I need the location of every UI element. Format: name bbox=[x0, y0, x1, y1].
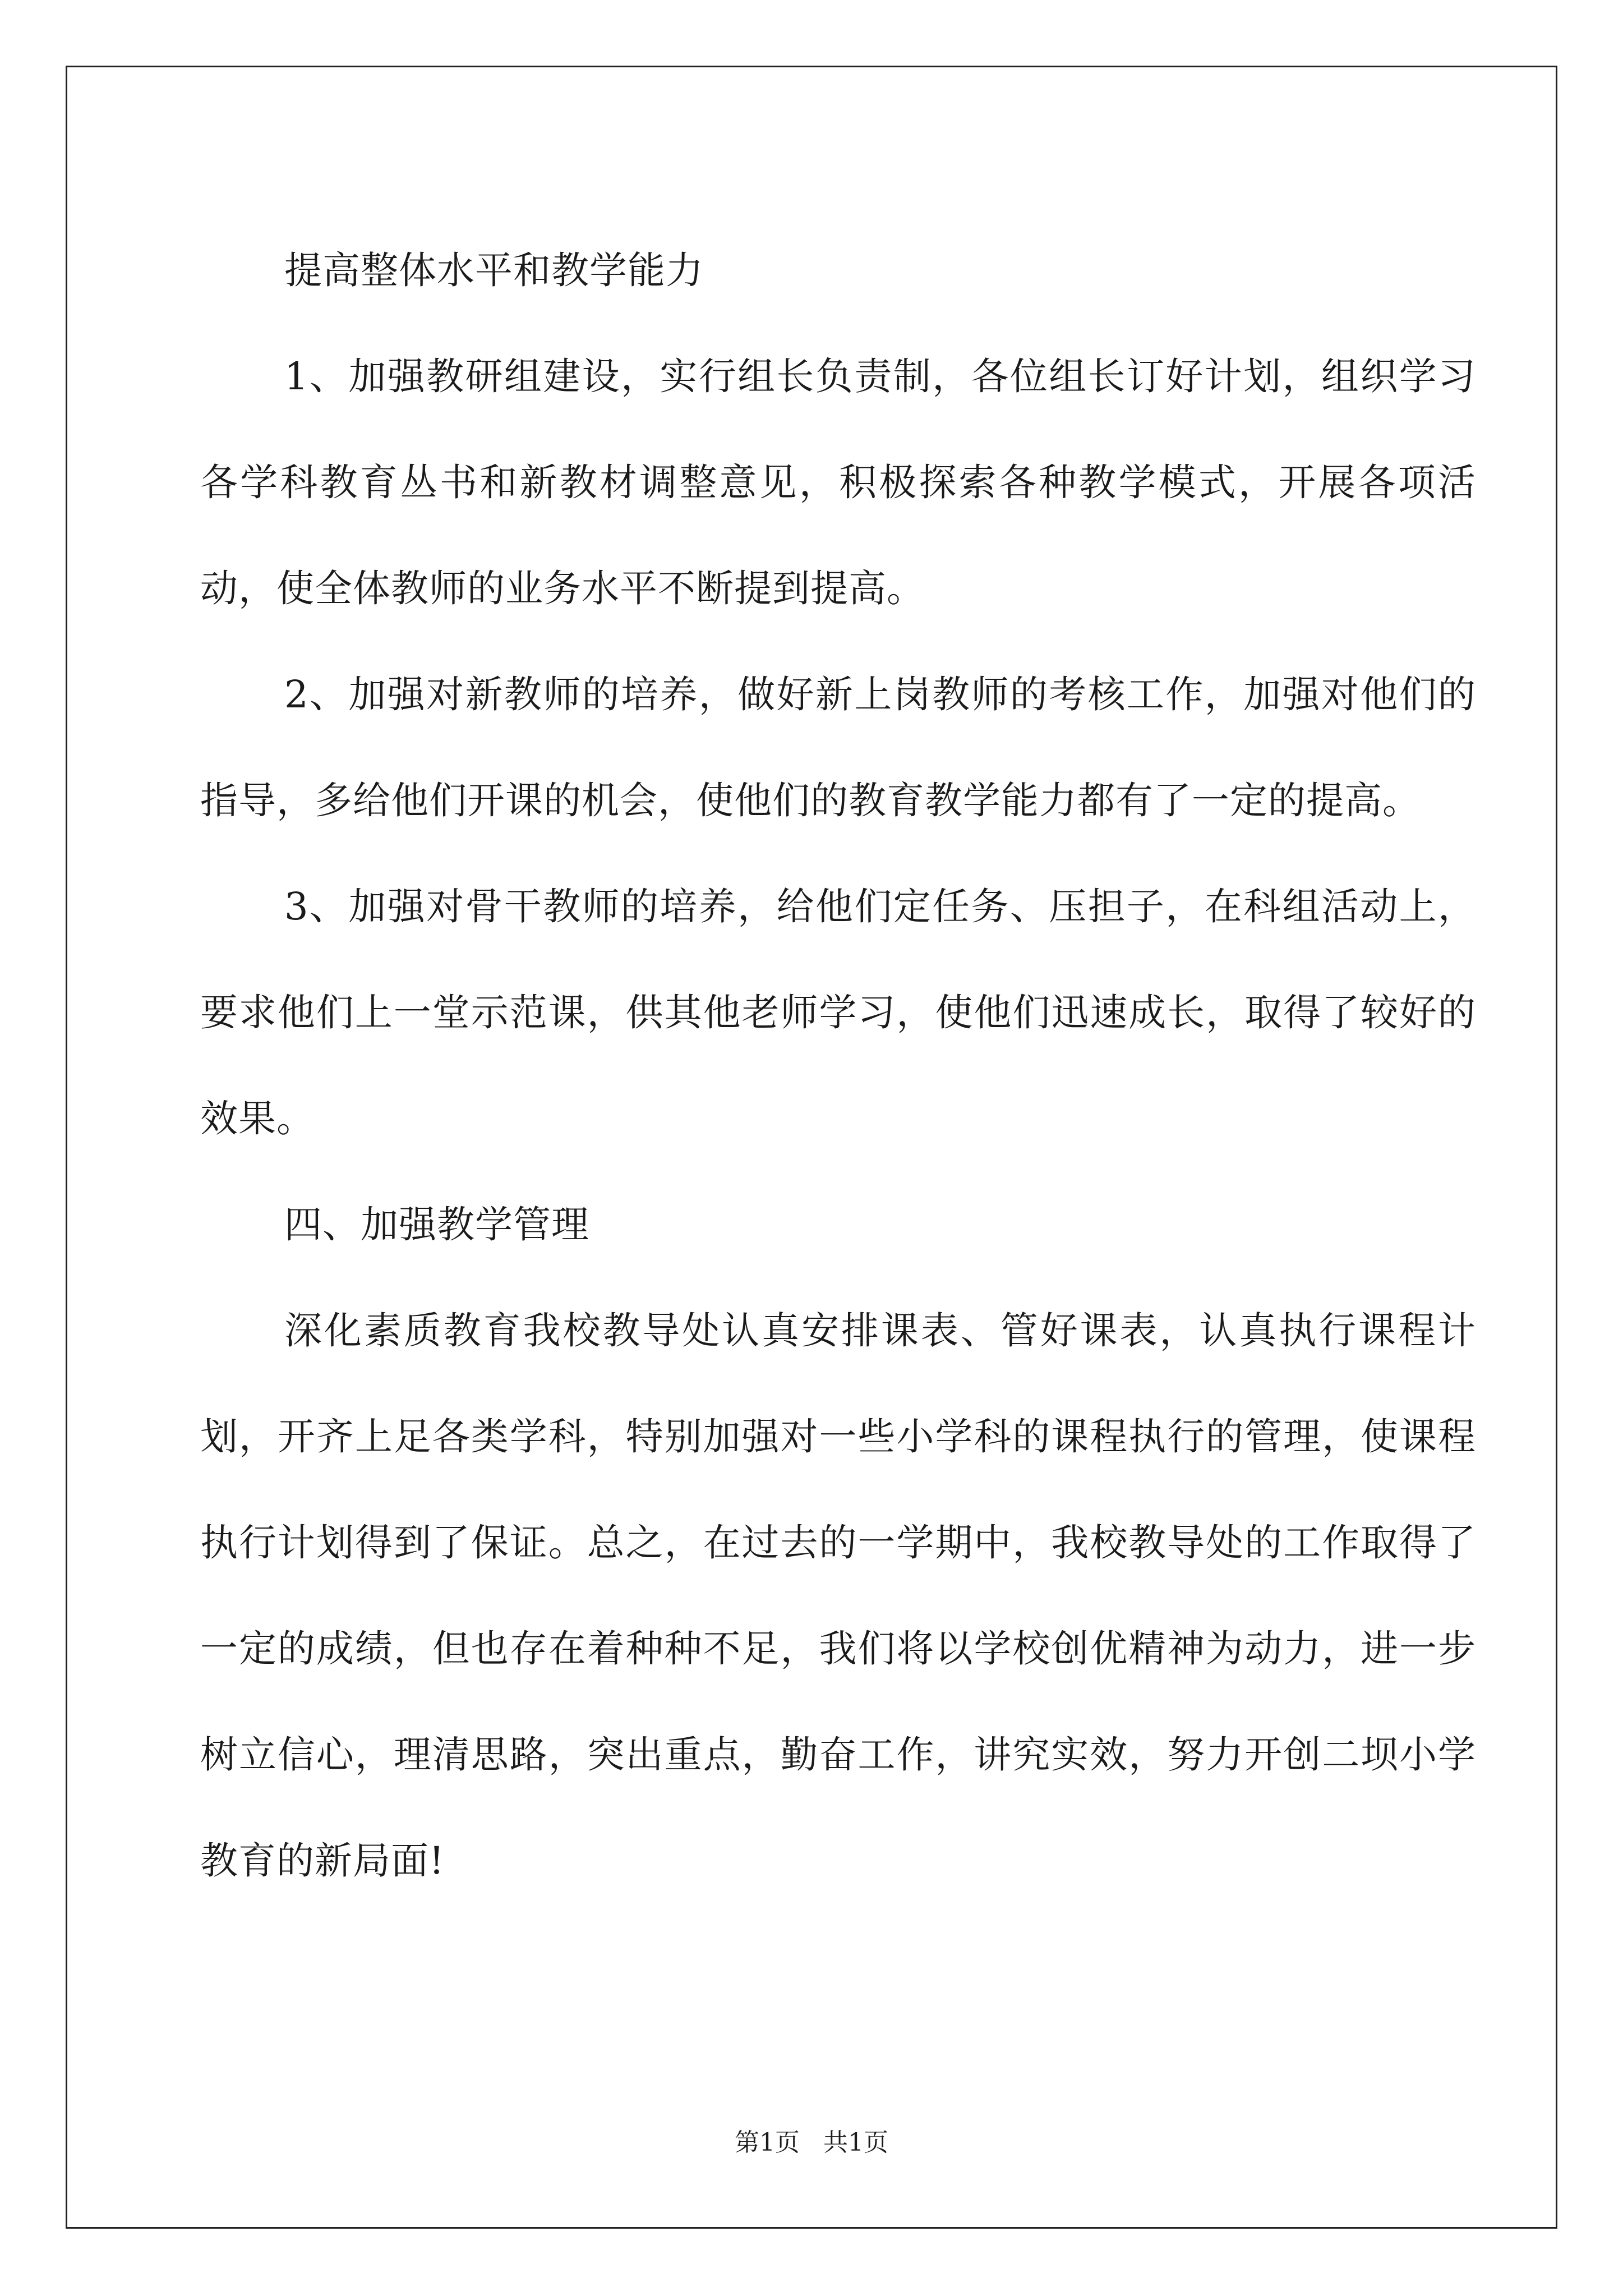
section-heading-4: 四、加强教学管理 bbox=[284, 1203, 589, 1246]
paragraph-summary: 深化素质教育我校教导处认真安排课表、管好课表，认真执行课程计划，开齐上足各类学科，特别加强对一些小学科的课程执行的管理，使课程执行计划得到了保证。总之，在过去的一学期中，我校教导处的工作取得了一定的成绩，但也存在着种种不足，我们将以学校创优精神为动力，进一步树立信心，理清思路，突出重点，勤奋工作，讲究实效，努力开创二坝小学教育的新局面! bbox=[200, 1309, 1476, 1883]
section-heading: 提高整体水平和教学能力 bbox=[284, 249, 704, 292]
paragraph-item-1: 1、加强教研组建设，实行组长负责制，各位组长订好计划，组织学习各学科教育丛书和新教材调整意见，积极探索各种教学模式，开展各项活动，使全体教师的业务水平不断提到提高。 bbox=[200, 355, 1476, 610]
page-number-footer: 第1页 共1页 bbox=[735, 2128, 888, 2157]
paragraph-item-3: 3、加强对骨干教师的培养，给他们定任务、压担子，在科组活动上，要求他们上一堂示范课，供其他老师学习，使他们迅速成长，取得了较好的效果。 bbox=[200, 885, 1476, 1140]
paragraph-item-2: 2、加强对新教师的培养，做好新上岗教师的考核工作，加强对他们的指导，多给他们开课的机会，使他们的教育教学能力都有了一定的提高。 bbox=[200, 673, 1476, 822]
document-body bbox=[200, 218, 1476, 1914]
